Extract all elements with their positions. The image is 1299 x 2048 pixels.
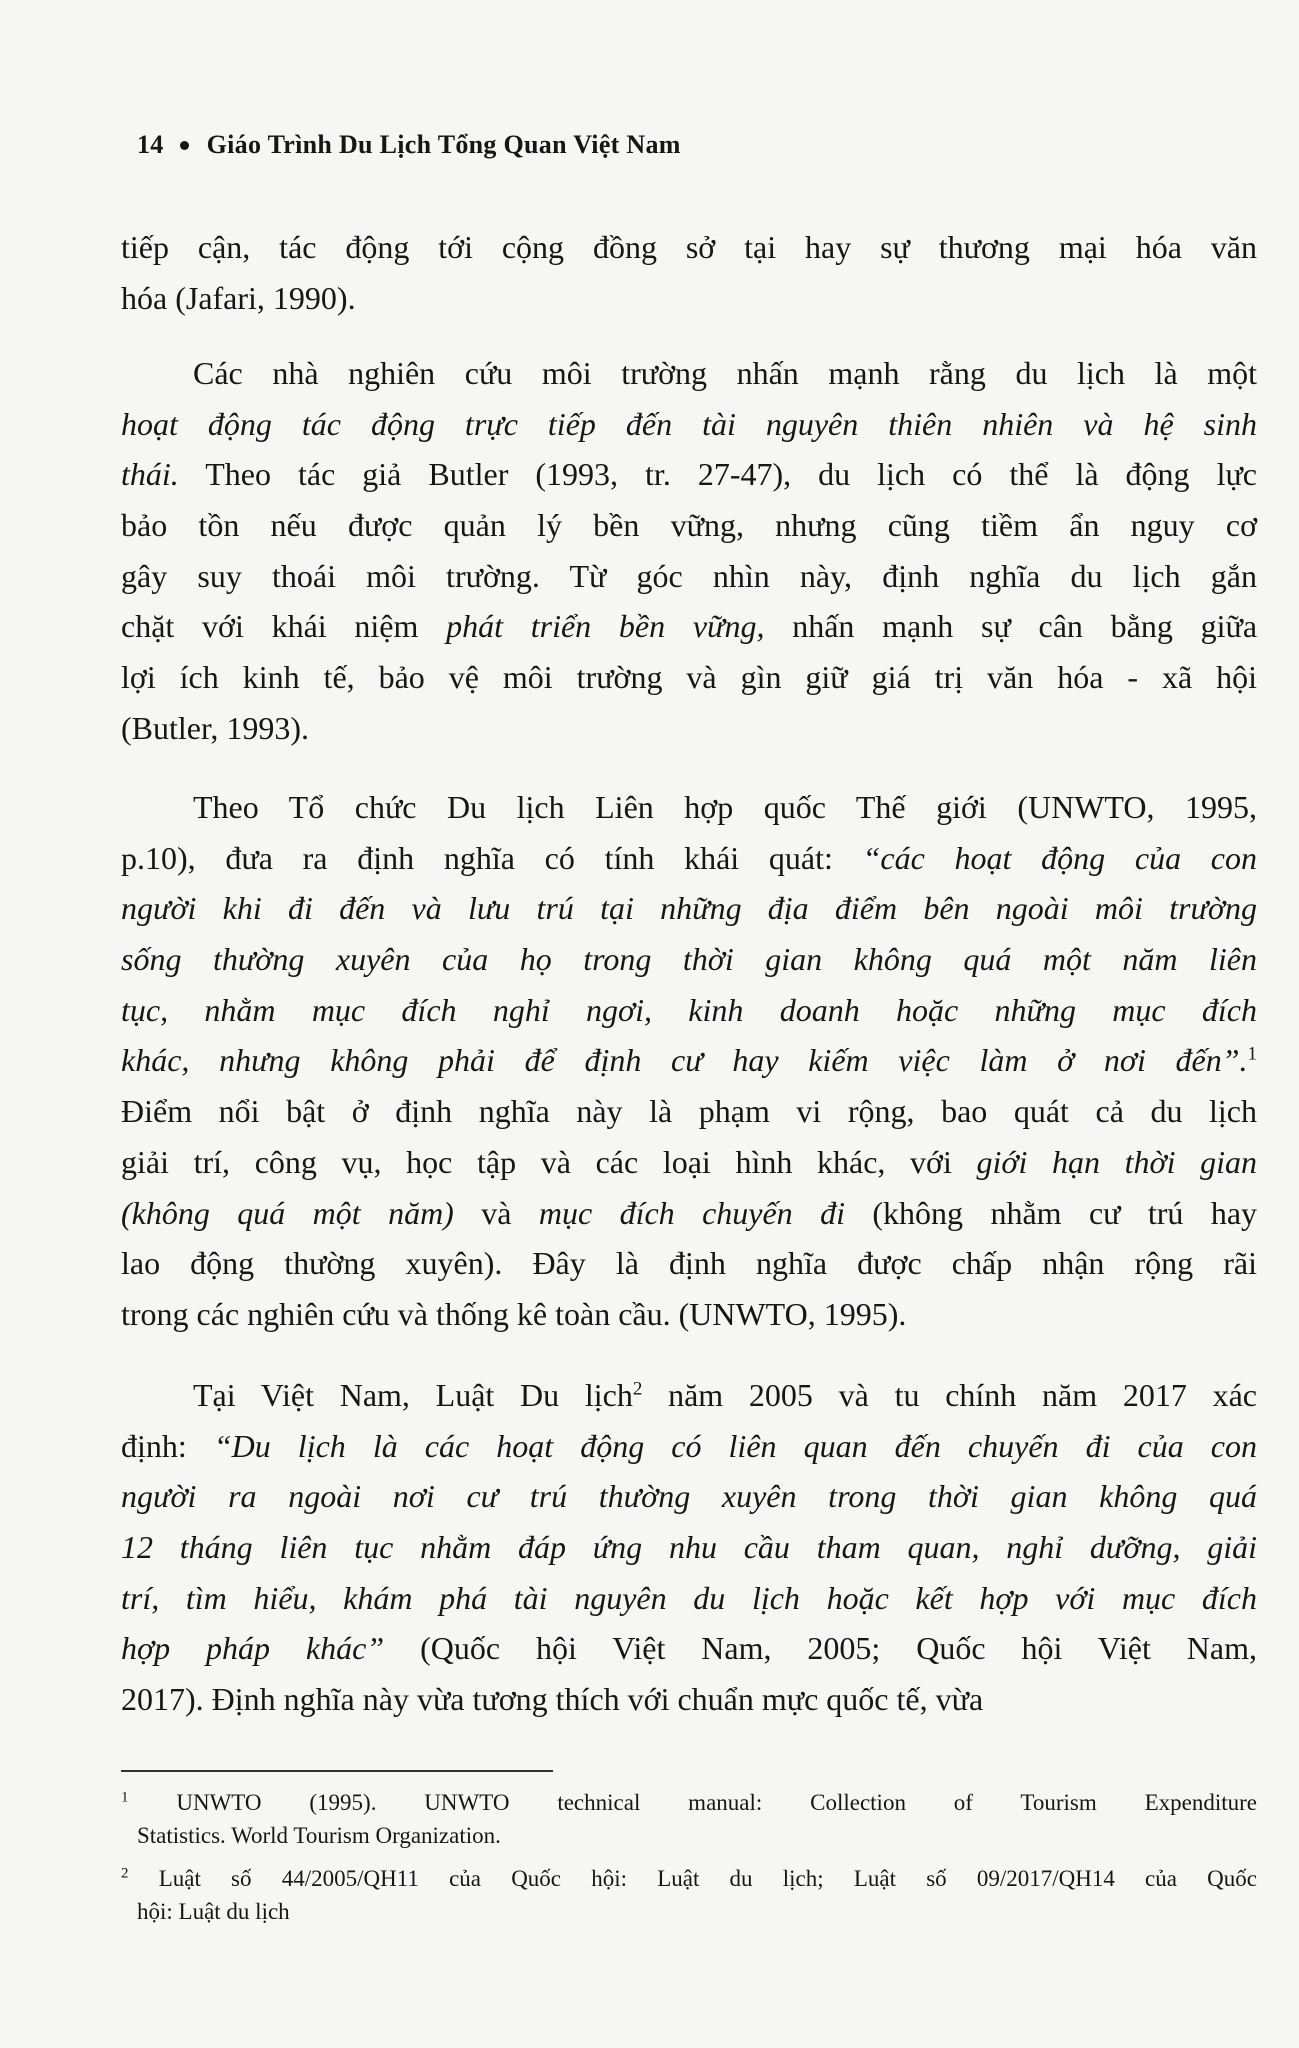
italic-text: thái. [121, 456, 179, 493]
text-run: lao động thường xuyên). Đây là định nghĩa được chấp nhận rộng rãi [121, 1245, 1257, 1282]
text-line [121, 703, 1257, 754]
italic-text: hoạt động tác động trực tiếp đến tài nguyên thiên nhiên và hệ sinh [121, 405, 1257, 442]
text-line [121, 1623, 1257, 1674]
text-line [121, 1573, 1257, 1624]
paragraph-environment [121, 348, 1257, 754]
text-run: hội: Luật du lịch [137, 1899, 290, 1924]
text-run: (không nhằm cư trú hay [844, 1194, 1258, 1231]
italic-text: mục đích chuyến đi [538, 1194, 845, 1231]
running-header [137, 130, 681, 160]
text-line [121, 1035, 1257, 1086]
text-run: Các nhà nghiên cứu môi trường nhấn mạnh rằng du lịch là một [193, 355, 1257, 391]
paragraph-vietnam-law [121, 1370, 1257, 1725]
text-line [121, 1522, 1257, 1573]
text-run: định: [121, 1427, 214, 1464]
text-run: (Butler, 1993). [121, 709, 310, 746]
text-line [121, 1421, 1257, 1472]
footnote-1 [121, 1786, 1257, 1852]
italic-text: “Du lịch là các hoạt động có liên quan đến chuyến đi của con [213, 1427, 1258, 1464]
paragraph-unwto-definition [121, 782, 1257, 1340]
text-line [121, 1786, 1257, 1819]
book-title: Giáo Trình Du Lịch Tổng Quan Việt Nam [206, 130, 681, 159]
italic-text: hợp pháp khác” [121, 1630, 385, 1667]
text-run: năm 2005 và tu chính năm 2017 xác [642, 1377, 1257, 1413]
text-line [121, 399, 1257, 450]
text-line [121, 782, 1257, 833]
text-run: Theo tác giả Butler (1993, tr. 27-47), du lịch có thể là động lực [178, 456, 1257, 493]
text-run: trong các nghiên cứu và thống kê toàn cầu. (UNWTO, 1995). [121, 1295, 907, 1332]
text-line [121, 833, 1257, 884]
text-run: p.10), đưa ra định nghĩa có tính khái quát: [121, 839, 863, 876]
italic-text: phát triển bền vững, [446, 608, 765, 645]
text-run: Theo Tổ chức Du lịch Liên hợp quốc Thế giới (UNWTO, 1995, [193, 789, 1257, 825]
text-run: tiếp cận, tác động tới cộng đồng sở tại hay sự thương mại hóa văn [121, 229, 1257, 265]
italic-text: người ra ngoài nơi cư trú thường xuyên trong thời gian không quá [121, 1478, 1257, 1515]
italic-text: khác, nhưng không phải để định cư hay kiếm việc làm ở nơi đến”. [121, 1042, 1248, 1079]
text-line [121, 652, 1257, 703]
text-line [121, 1188, 1257, 1239]
italic-text: giới hạn thời gian [976, 1143, 1258, 1180]
footnote-2 [121, 1862, 1257, 1928]
text-line [121, 1086, 1257, 1137]
footnote-marker: 1 [121, 1789, 129, 1806]
text-run: Luật số 44/2005/QH11 của Quốc hội: Luật du lịch; Luật số 09/2017/QH14 của Quốc [128, 1866, 1257, 1891]
text-run: UNWTO (1995). UNWTO technical manual: Collection of Tourism Expenditure [128, 1790, 1257, 1815]
text-run: giải trí, công vụ, học tập và các loại hình khác, với [121, 1143, 977, 1180]
text-line [121, 273, 1257, 324]
text-run: và [453, 1194, 539, 1231]
italic-text: trí, tìm hiểu, khám phá tài nguyên du lịch hoặc kết hợp với mục đích [121, 1579, 1257, 1616]
text-line [121, 1471, 1257, 1522]
italic-text: “các hoạt động của con [862, 839, 1258, 876]
page-number: 14 [137, 130, 164, 159]
text-run: lợi ích kinh tế, bảo vệ môi trường và gìn giữ giá trị văn hóa - xã hội [121, 659, 1257, 696]
italic-text: 12 tháng liên tục nhằm đáp ứng nhu cầu tham quan, nghỉ dưỡng, giải [121, 1529, 1257, 1566]
text-run: (Quốc hội Việt Nam, 2005; Quốc hội Việt Nam, [384, 1630, 1258, 1667]
italic-text: sống thường xuyên của họ trong thời gian không quá một năm liên [121, 941, 1257, 978]
footnote-marker: 2 [121, 1865, 129, 1882]
text-line [121, 1289, 1257, 1340]
text-line [121, 985, 1257, 1036]
text-run: hóa (Jafari, 1990). [121, 279, 356, 316]
text-run: chặt với khái niệm [121, 608, 447, 645]
text-line [121, 1137, 1257, 1188]
text-run: nhấn mạnh sự cân bằng giữa [764, 608, 1258, 645]
text-line [121, 1238, 1257, 1289]
italic-text: người khi đi đến và lưu trú tại những địa điểm bên ngoài môi trường [121, 890, 1257, 927]
text-line [121, 601, 1257, 652]
text-run: bảo tồn nếu được quản lý bền vững, nhưng cũng tiềm ẩn nguy cơ [121, 507, 1257, 544]
text-run: 2017). Định nghĩa này vừa tương thích với chuẩn mực quốc tế, vừa [121, 1681, 984, 1718]
footnote-marker: 1 [1247, 1043, 1257, 1065]
text-line [121, 551, 1257, 602]
paragraph-continuation [121, 222, 1257, 323]
text-line [121, 1370, 1257, 1421]
text-run: Statistics. World Tourism Organization. [137, 1823, 501, 1848]
text-run: Tại Việt Nam, Luật Du lịch [193, 1377, 633, 1413]
text-line [121, 1895, 1257, 1928]
italic-text: tục, nhằm mục đích nghỉ ngơi, kinh doanh hoặc những mục đích [121, 991, 1257, 1028]
text-line [121, 1674, 1257, 1725]
text-line [121, 500, 1257, 551]
text-line [121, 883, 1257, 934]
text-line [121, 1819, 1257, 1852]
text-line [121, 348, 1257, 399]
text-run: Điểm nổi bật ở định nghĩa này là phạm vi rộng, bao quát cả du lịch [121, 1093, 1257, 1130]
text-line [121, 449, 1257, 500]
italic-text: (không quá một năm) [121, 1194, 454, 1231]
text-line [121, 934, 1257, 985]
footnote-divider [121, 1770, 553, 1772]
text-run: gây suy thoái môi trường. Từ góc nhìn này, định nghĩa du lịch gắn [121, 557, 1257, 594]
text-line [121, 1862, 1257, 1895]
footnote-marker: 2 [632, 1378, 643, 1400]
bullet-separator [180, 141, 189, 150]
text-line [121, 222, 1257, 273]
